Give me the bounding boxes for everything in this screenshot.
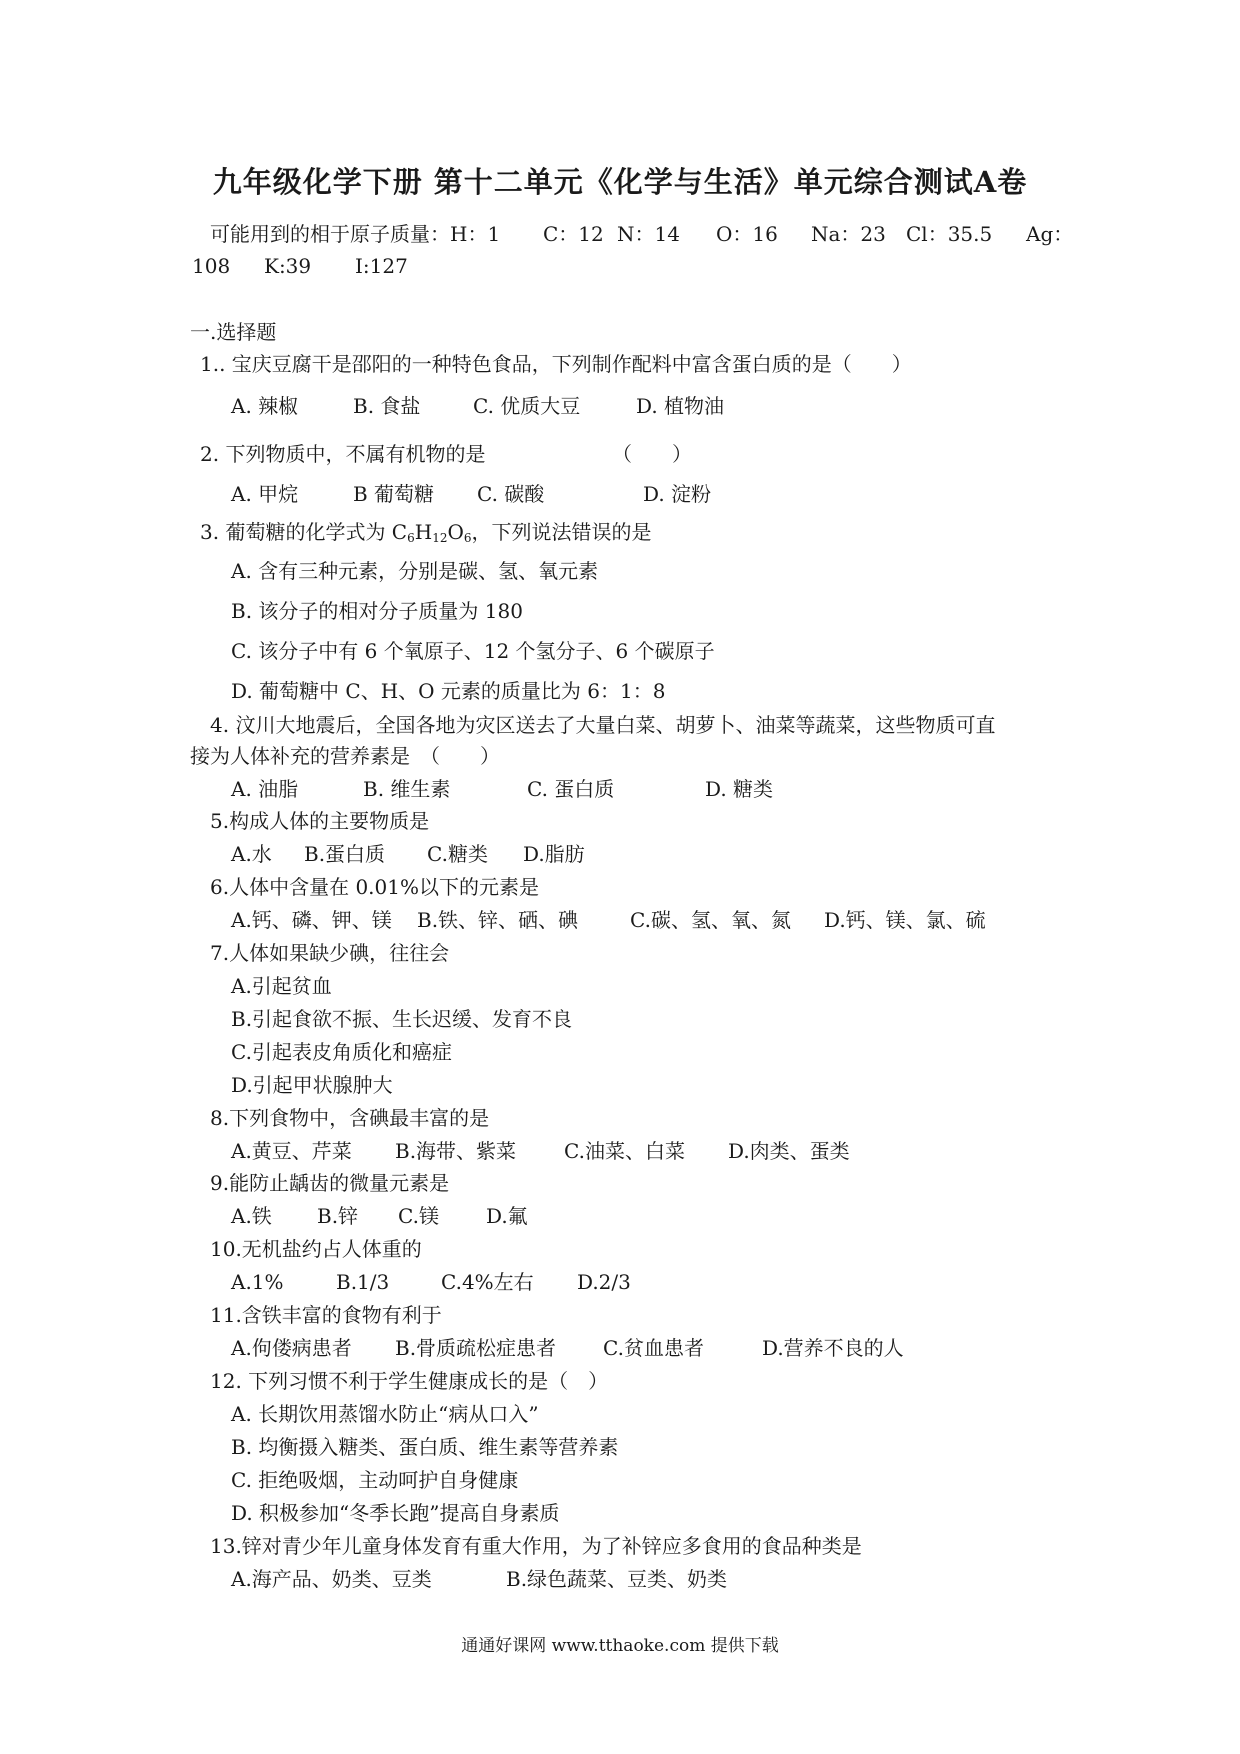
option: C.贫血患者 — [603, 1336, 704, 1360]
option: C. 该分子中有 6 个氧原子、12 个氢分子、6 个碳原子 — [231, 639, 715, 663]
answer-bracket: （ ） — [612, 442, 692, 466]
subscript: 6 — [407, 531, 415, 545]
option: A.水 — [231, 842, 272, 866]
option: A.海产品、奶类、豆类 — [231, 1567, 432, 1591]
option: A. 长期饮用蒸馏水防止“病从口入” — [231, 1402, 539, 1426]
option: A.黄豆、芹菜 — [231, 1139, 352, 1163]
option: A.铁 — [231, 1204, 272, 1228]
option: C.糖类 — [427, 842, 488, 866]
option: D. 糖类 — [705, 777, 774, 801]
option: A.佝偻病患者 — [231, 1336, 352, 1360]
stem-text: H — [414, 520, 433, 544]
subscript: 12 — [432, 531, 448, 545]
atomic-mass-item: 可能用到的相于原子质量：H：1 — [210, 222, 501, 246]
option: D. 积极参加“冬季长跑”提高自身素质 — [231, 1501, 560, 1525]
page-title: 九年级化学下册 第十二单元《化学与生活》单元综合测试A卷 — [212, 165, 1028, 199]
option: A. 辣椒 — [231, 394, 299, 418]
question-stem: 1.. 宝庆豆腐干是邵阳的一种特色食品，下列制作配料中富含蛋白质的是（ ） — [200, 352, 912, 376]
option: B.铁、锌、硒、碘 — [417, 908, 579, 932]
option: C. 碳酸 — [477, 482, 545, 506]
option: A. 油脂 — [231, 777, 299, 801]
question-stem-continued: 接为人体补充的营养素是 （ ） — [190, 744, 500, 768]
subscript: 6 — [463, 531, 472, 545]
option: D. 淀粉 — [643, 482, 712, 506]
question-stem: 10.无机盐约占人体重的 — [210, 1237, 422, 1261]
option: D.肉类、蛋类 — [728, 1139, 850, 1163]
option: C. 拒绝吸烟，主动呵护自身健康 — [231, 1468, 519, 1492]
option: C.油菜、白菜 — [564, 1139, 685, 1163]
option: B. 维生素 — [363, 777, 451, 801]
atomic-mass-item: C：12 — [543, 222, 604, 246]
option: A.引起贫血 — [231, 974, 332, 998]
stem-text: 3. 葡萄糖的化学式为 C — [200, 520, 408, 544]
atomic-mass-item: Na：23 — [811, 222, 886, 246]
option: D.引起甲状腺肿大 — [231, 1073, 393, 1097]
option: B.引起食欲不振、生长迟缓、发育不良 — [231, 1007, 573, 1031]
question-stem: 12. 下列习惯不利于学生健康成长的是（ ） — [210, 1369, 609, 1393]
option: C.碳、氢、氧、氮 — [630, 908, 791, 932]
option: C.镁 — [398, 1204, 439, 1228]
option: B.1/3 — [336, 1270, 390, 1294]
option: B.海带、紫菜 — [395, 1139, 517, 1163]
option: D.氟 — [486, 1204, 528, 1228]
page-footer: 通通好课网 www.tthaoke.com 提供下载 — [461, 1636, 779, 1656]
option: A. 甲烷 — [231, 482, 299, 506]
option: C.引起表皮角质化和癌症 — [231, 1040, 452, 1064]
option: B 葡萄糖 — [353, 482, 435, 506]
question-stem: 2. 下列物质中，不属有机物的是 — [200, 442, 486, 466]
option: D.2/3 — [577, 1270, 631, 1294]
option: A.1% — [231, 1270, 284, 1294]
question-stem: 6.人体中含量在 0.01%以下的元素是 — [210, 875, 539, 899]
option: A.钙、磷、钾、镁 — [231, 908, 392, 932]
stem-text: O — [447, 520, 464, 544]
atomic-mass-item: 108 — [192, 254, 231, 278]
atomic-mass-item: N：14 — [617, 222, 680, 246]
question-stem: 9.能防止龋齿的微量元素是 — [210, 1171, 450, 1195]
option: D. 植物油 — [636, 394, 725, 418]
option: B.锌 — [317, 1204, 359, 1228]
question-stem: 7.人体如果缺少碘，往往会 — [210, 941, 450, 965]
atomic-mass-item: K:39 — [264, 254, 312, 278]
atomic-mass-item: I:127 — [355, 254, 408, 278]
atomic-mass-item: Ag： — [1026, 222, 1074, 246]
option: B. 该分子的相对分子质量为 180 — [231, 599, 523, 623]
option: C. 蛋白质 — [527, 777, 615, 801]
option: D.脂肪 — [523, 842, 585, 866]
option: D.营养不良的人 — [762, 1336, 904, 1360]
option: B.骨质疏松症患者 — [395, 1336, 557, 1360]
option: B.蛋白质 — [304, 842, 386, 866]
option: A. 含有三种元素，分别是碳、氢、氧元素 — [231, 559, 599, 583]
option: C.4%左右 — [441, 1270, 534, 1294]
option: C. 优质大豆 — [473, 394, 581, 418]
option: D.钙、镁、氯、硫 — [824, 908, 986, 932]
section-title: 一.选择题 — [190, 320, 277, 344]
option: B. 均衡摄入糖类、蛋白质、维生素等营养素 — [231, 1435, 619, 1459]
question-stem — [200, 518, 652, 546]
atomic-mass-item: O：16 — [716, 222, 778, 246]
stem-text: ，下列说法错误的是 — [471, 520, 652, 544]
atomic-mass-item: Cl：35.5 — [906, 222, 993, 246]
question-stem: 5.构成人体的主要物质是 — [210, 809, 430, 833]
option: B. 食盐 — [353, 394, 421, 418]
question-stem: 13.锌对青少年儿童身体发育有重大作用，为了补锌应多食用的食品种类是 — [210, 1534, 862, 1558]
question-stem: 11.含铁丰富的食物有利于 — [210, 1303, 442, 1327]
question-stem: 4. 汶川大地震后，全国各地为灾区送去了大量白菜、胡萝卜、油菜等蔬菜，这些物质可直 — [210, 713, 996, 737]
option: B.绿色蔬菜、豆类、奶类 — [506, 1567, 728, 1591]
option: D. 葡萄糖中 C、H、O 元素的质量比为 6：1：8 — [231, 679, 666, 703]
question-stem: 8.下列食物中，含碘最丰富的是 — [210, 1106, 490, 1130]
